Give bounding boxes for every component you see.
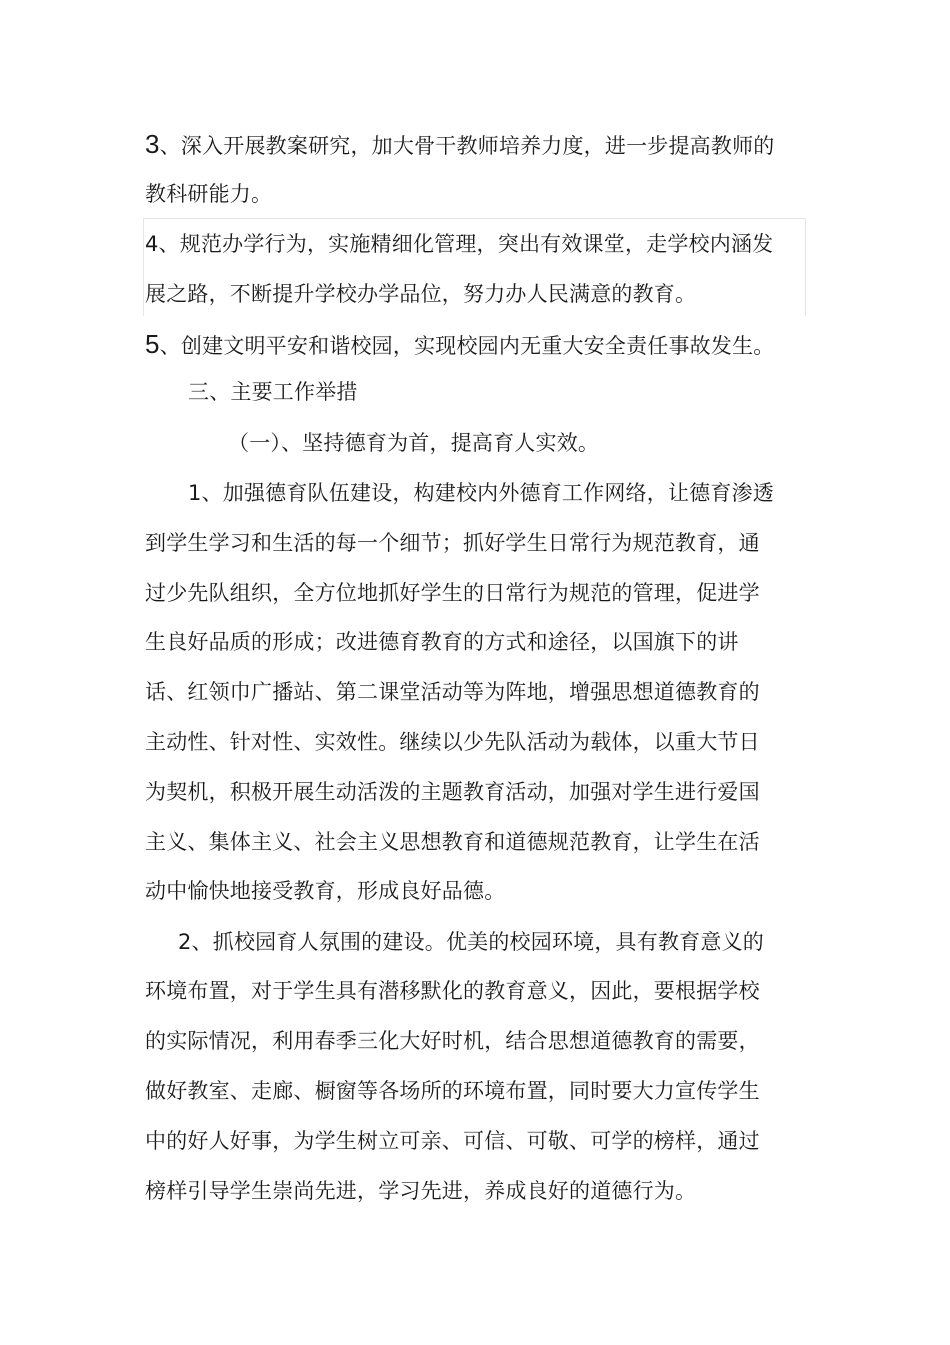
item-3-number: 3 <box>145 129 160 159</box>
para2-line-2: 环境布置，对于学生具有潜移默化的教育意义，因此，要根据学校 <box>145 979 760 1003</box>
para1-line-5: 话、红领巾广播站、第二课堂活动等为阵地，增强思想道德教育的 <box>145 680 760 704</box>
item-3-line-1 <box>145 130 774 160</box>
item-5-number: 5 <box>145 329 160 359</box>
para2-line-4: 做好教室、走廊、橱窗等各场所的环境布置，同时要大力宣传学生 <box>145 1079 760 1103</box>
item-4-line-1: 4、规范办学行为，实施精细化管理，突出有效课堂，走学校内涵发 <box>145 232 774 256</box>
para1-line-3: 过少先队组织，全方位地抓好学生的日常行为规范的管理，促进学 <box>145 581 760 605</box>
item-5-line-1 <box>145 330 774 360</box>
item-4-line-2: 展之路，不断提升学校办学品位，努力办人民满意的教育。 <box>145 282 697 306</box>
para1-line-6: 主动性、针对性、实效性。继续以少先队活动为载体，以重大节日 <box>145 730 760 754</box>
section-heading: 三、主要工作举措 <box>188 380 358 404</box>
para1-line-8: 主义、集体主义、社会主义思想教育和道德规范教育，让学生在活 <box>145 830 760 854</box>
item-3-line-2: 教科研能力。 <box>145 182 273 206</box>
para2-line-6: 榜样引导学生崇尚先进，学习先进，养成良好的道德行为。 <box>145 1179 697 1203</box>
item-3-text: 、深入开展教案研究，加大骨干教师培养力度，进一步提高教师的 <box>159 134 775 158</box>
para2-line-5: 中的好人好事，为学生树立可亲、可信、可敬、可学的榜样，通过 <box>145 1129 760 1153</box>
para1-line-4: 生良好品质的形成；改进德育教育的方式和途径，以国旗下的讲 <box>145 630 739 654</box>
para2-line-1: 2、抓校园育人氛围的建设。优美的校园环境，具有教育意义的 <box>178 930 764 954</box>
item-5-text: 、创建文明平安和谐校园，实现校园内无重大安全责任事故发生。 <box>159 334 775 358</box>
para1-line-9: 动中愉快地接受教育，形成良好品德。 <box>145 879 506 903</box>
subsection-heading: （一）、坚持德育为首，提高育人实效。 <box>228 431 600 455</box>
para1-line-7: 为契机，积极开展生动活泼的主题教育活动，加强对学生进行爱国 <box>145 780 760 804</box>
para2-line-3: 的实际情况，利用春季三化大好时机，结合思想道德教育的需要， <box>145 1029 760 1053</box>
para1-line-2: 到学生学习和生活的每一个细节；抓好学生日常行为规范教育，通 <box>145 531 760 555</box>
para1-line-1: 1、加强德育队伍建设，构建校内外德育工作网络，让德育渗透 <box>188 481 774 505</box>
